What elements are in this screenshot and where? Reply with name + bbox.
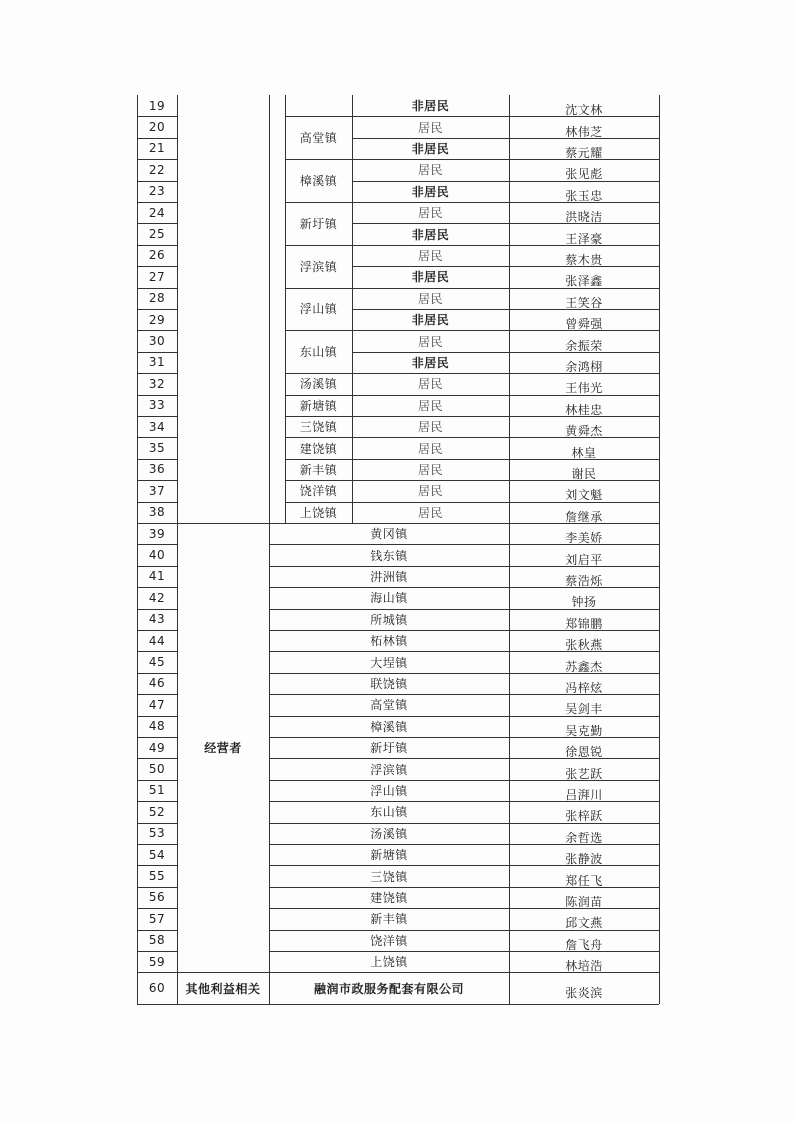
name-cell: 余振荣 — [565, 338, 603, 353]
row-number: 50 — [148, 762, 166, 777]
row-number: 57 — [148, 911, 166, 926]
row-number: 25 — [148, 227, 166, 242]
operator-town-cell: 建饶镇 — [370, 890, 408, 905]
name-cell: 林皇 — [571, 445, 597, 460]
name-cell: 余哲选 — [565, 830, 603, 845]
operator-town-cell: 饶洋镇 — [370, 933, 408, 948]
name-cell: 吴剑丰 — [565, 702, 603, 717]
operator-town-cell: 新塘镇 — [370, 848, 408, 863]
name-cell: 王伟光 — [565, 381, 603, 396]
name-cell: 曾舜强 — [565, 317, 603, 332]
name-cell: 蔡浩烁 — [565, 573, 603, 588]
operator-town-cell: 汤溪镇 — [370, 826, 408, 841]
operator-town-cell: 高堂镇 — [370, 698, 408, 713]
row-number: 48 — [148, 719, 166, 734]
name-cell: 张梓跃 — [565, 809, 603, 824]
row-number: 37 — [148, 483, 166, 498]
name-cell: 钟扬 — [571, 595, 597, 610]
name-cell: 沈文林 — [565, 103, 603, 118]
row-number: 54 — [148, 847, 166, 862]
row-number: 52 — [148, 804, 166, 819]
operator-town-cell: 三饶镇 — [370, 869, 408, 884]
name-cell: 刘文魁 — [565, 488, 603, 503]
town-cell: 三饶镇 — [299, 420, 338, 435]
operator-town-cell: 柘林镇 — [370, 634, 408, 649]
status-cell: 非居民 — [411, 355, 450, 370]
status-cell: 非居民 — [411, 141, 450, 156]
row-number: 44 — [148, 633, 166, 648]
row-number: 38 — [148, 505, 166, 520]
row-number: 29 — [148, 312, 166, 327]
name-cell: 张泽鑫 — [565, 274, 603, 289]
row-number: 20 — [148, 120, 166, 135]
row-number: 39 — [148, 526, 166, 541]
row-number: 33 — [148, 398, 166, 413]
status-cell: 非居民 — [411, 313, 450, 328]
name-cell: 余鸿栩 — [565, 359, 603, 374]
name-cell: 詹继承 — [565, 509, 603, 524]
row-number: 35 — [148, 441, 166, 456]
name-cell: 蔡元耀 — [565, 145, 603, 160]
row-number: 30 — [148, 334, 166, 349]
status-cell: 居民 — [417, 420, 443, 435]
name-cell: 张玉忠 — [565, 188, 603, 203]
row-number: 36 — [148, 462, 166, 477]
town-cell-merged: 东山镇 — [299, 345, 338, 360]
status-cell: 非居民 — [411, 270, 450, 285]
town-cell: 建饶镇 — [299, 441, 338, 456]
name-cell: 张见彪 — [565, 167, 603, 182]
row-number: 34 — [148, 419, 166, 434]
name-cell: 林桂忠 — [565, 402, 603, 417]
name-cell: 吴克勤 — [565, 723, 603, 738]
status-cell: 居民 — [417, 505, 443, 520]
operator-town-cell: 新圩镇 — [370, 741, 408, 756]
status-cell: 居民 — [417, 484, 443, 499]
status-cell: 居民 — [417, 441, 443, 456]
name-cell: 陈润苗 — [565, 894, 603, 909]
status-cell: 居民 — [417, 462, 443, 477]
name-cell: 郑锦鹏 — [565, 616, 603, 631]
row-number: 19 — [148, 98, 166, 113]
row-number: 56 — [148, 890, 166, 905]
operator-town-cell: 上饶镇 — [370, 955, 408, 970]
status-cell: 非居民 — [411, 184, 450, 199]
operator-town-cell: 浮滨镇 — [370, 762, 408, 777]
name-cell: 冯梓炫 — [565, 680, 603, 695]
operator-town-cell: 联饶镇 — [370, 676, 408, 691]
row-number: 41 — [148, 569, 166, 584]
name-cell: 林伟芝 — [565, 124, 603, 139]
row-number: 32 — [148, 376, 166, 391]
name-cell: 张炎滨 — [565, 985, 603, 1000]
name-cell: 蔡木贵 — [565, 252, 603, 267]
company-cell: 融润市政服务配套有限公司 — [313, 981, 464, 996]
name-cell: 黄舜杰 — [565, 424, 603, 439]
row-number: 59 — [148, 954, 166, 969]
operator-town-cell: 汫洲镇 — [370, 569, 408, 584]
row-number: 27 — [148, 269, 166, 284]
status-cell: 居民 — [417, 206, 443, 221]
row-number: 31 — [148, 355, 166, 370]
name-cell: 张艺跃 — [565, 766, 603, 781]
status-cell: 居民 — [417, 120, 443, 135]
row-number: 43 — [148, 612, 166, 627]
town-cell-merged: 新圩镇 — [299, 216, 338, 231]
row-number: 26 — [148, 248, 166, 263]
name-cell: 郑任飞 — [565, 873, 603, 888]
status-cell: 居民 — [417, 334, 443, 349]
row-number: 60 — [148, 981, 166, 996]
name-cell: 邱文燕 — [565, 916, 603, 931]
name-cell: 张秋燕 — [565, 638, 603, 653]
row-number: 46 — [148, 676, 166, 691]
participant-table — [137, 95, 659, 1013]
row-number: 40 — [148, 548, 166, 563]
town-cell: 上饶镇 — [299, 505, 338, 520]
row-number: 58 — [148, 933, 166, 948]
status-cell: 居民 — [417, 163, 443, 178]
operator-town-cell: 新丰镇 — [370, 912, 408, 927]
operator-town-cell: 黄冈镇 — [370, 527, 408, 542]
town-cell-merged: 浮山镇 — [299, 302, 338, 317]
operator-town-cell: 大埕镇 — [370, 655, 408, 670]
name-cell: 吕湃川 — [565, 787, 603, 802]
name-cell: 徐恩锐 — [565, 745, 603, 760]
name-cell: 张静波 — [565, 852, 603, 867]
status-cell: 居民 — [417, 291, 443, 306]
status-cell: 居民 — [417, 248, 443, 263]
name-cell: 詹飞舟 — [565, 937, 603, 952]
operator-town-cell: 钱东镇 — [370, 548, 408, 563]
category-operator: 经营者 — [204, 741, 242, 756]
name-cell: 林培浩 — [565, 959, 603, 974]
status-cell: 居民 — [417, 377, 443, 392]
operator-town-cell: 海山镇 — [370, 591, 408, 606]
row-number: 24 — [148, 205, 166, 220]
row-number: 45 — [148, 655, 166, 670]
town-cell-merged: 浮滨镇 — [299, 259, 338, 274]
operator-town-cell: 浮山镇 — [370, 783, 408, 798]
status-cell: 非居民 — [411, 227, 450, 242]
row-number: 22 — [148, 162, 166, 177]
row-number: 28 — [148, 291, 166, 306]
row-number: 47 — [148, 697, 166, 712]
operator-town-cell: 樟溪镇 — [370, 719, 408, 734]
name-cell: 王笑谷 — [565, 295, 603, 310]
town-cell: 新塘镇 — [299, 398, 338, 413]
category-other: 其他利益相关 — [185, 981, 261, 996]
row-number: 23 — [148, 184, 166, 199]
row-number: 53 — [148, 826, 166, 841]
row-number: 51 — [148, 783, 166, 798]
status-cell: 居民 — [417, 398, 443, 413]
town-cell-merged: 樟溪镇 — [299, 174, 338, 189]
town-cell: 新丰镇 — [299, 462, 338, 477]
row-number: 21 — [148, 141, 166, 156]
name-cell: 李美娇 — [565, 531, 603, 546]
town-cell-merged: 高堂镇 — [299, 131, 338, 146]
name-cell: 洪晓洁 — [565, 210, 603, 225]
status-cell: 非居民 — [411, 99, 450, 114]
name-cell: 苏鑫杰 — [565, 659, 603, 674]
name-cell: 谢民 — [571, 466, 597, 481]
row-number: 49 — [148, 740, 166, 755]
name-cell: 刘启平 — [565, 552, 603, 567]
row-number: 55 — [148, 869, 166, 884]
operator-town-cell: 所城镇 — [370, 612, 408, 627]
row-number: 42 — [148, 590, 166, 605]
town-cell: 饶洋镇 — [299, 484, 338, 499]
town-cell: 汤溪镇 — [299, 377, 338, 392]
operator-town-cell: 东山镇 — [370, 805, 408, 820]
grid-line-right — [659, 95, 660, 1004]
name-cell: 王泽豪 — [565, 231, 603, 246]
